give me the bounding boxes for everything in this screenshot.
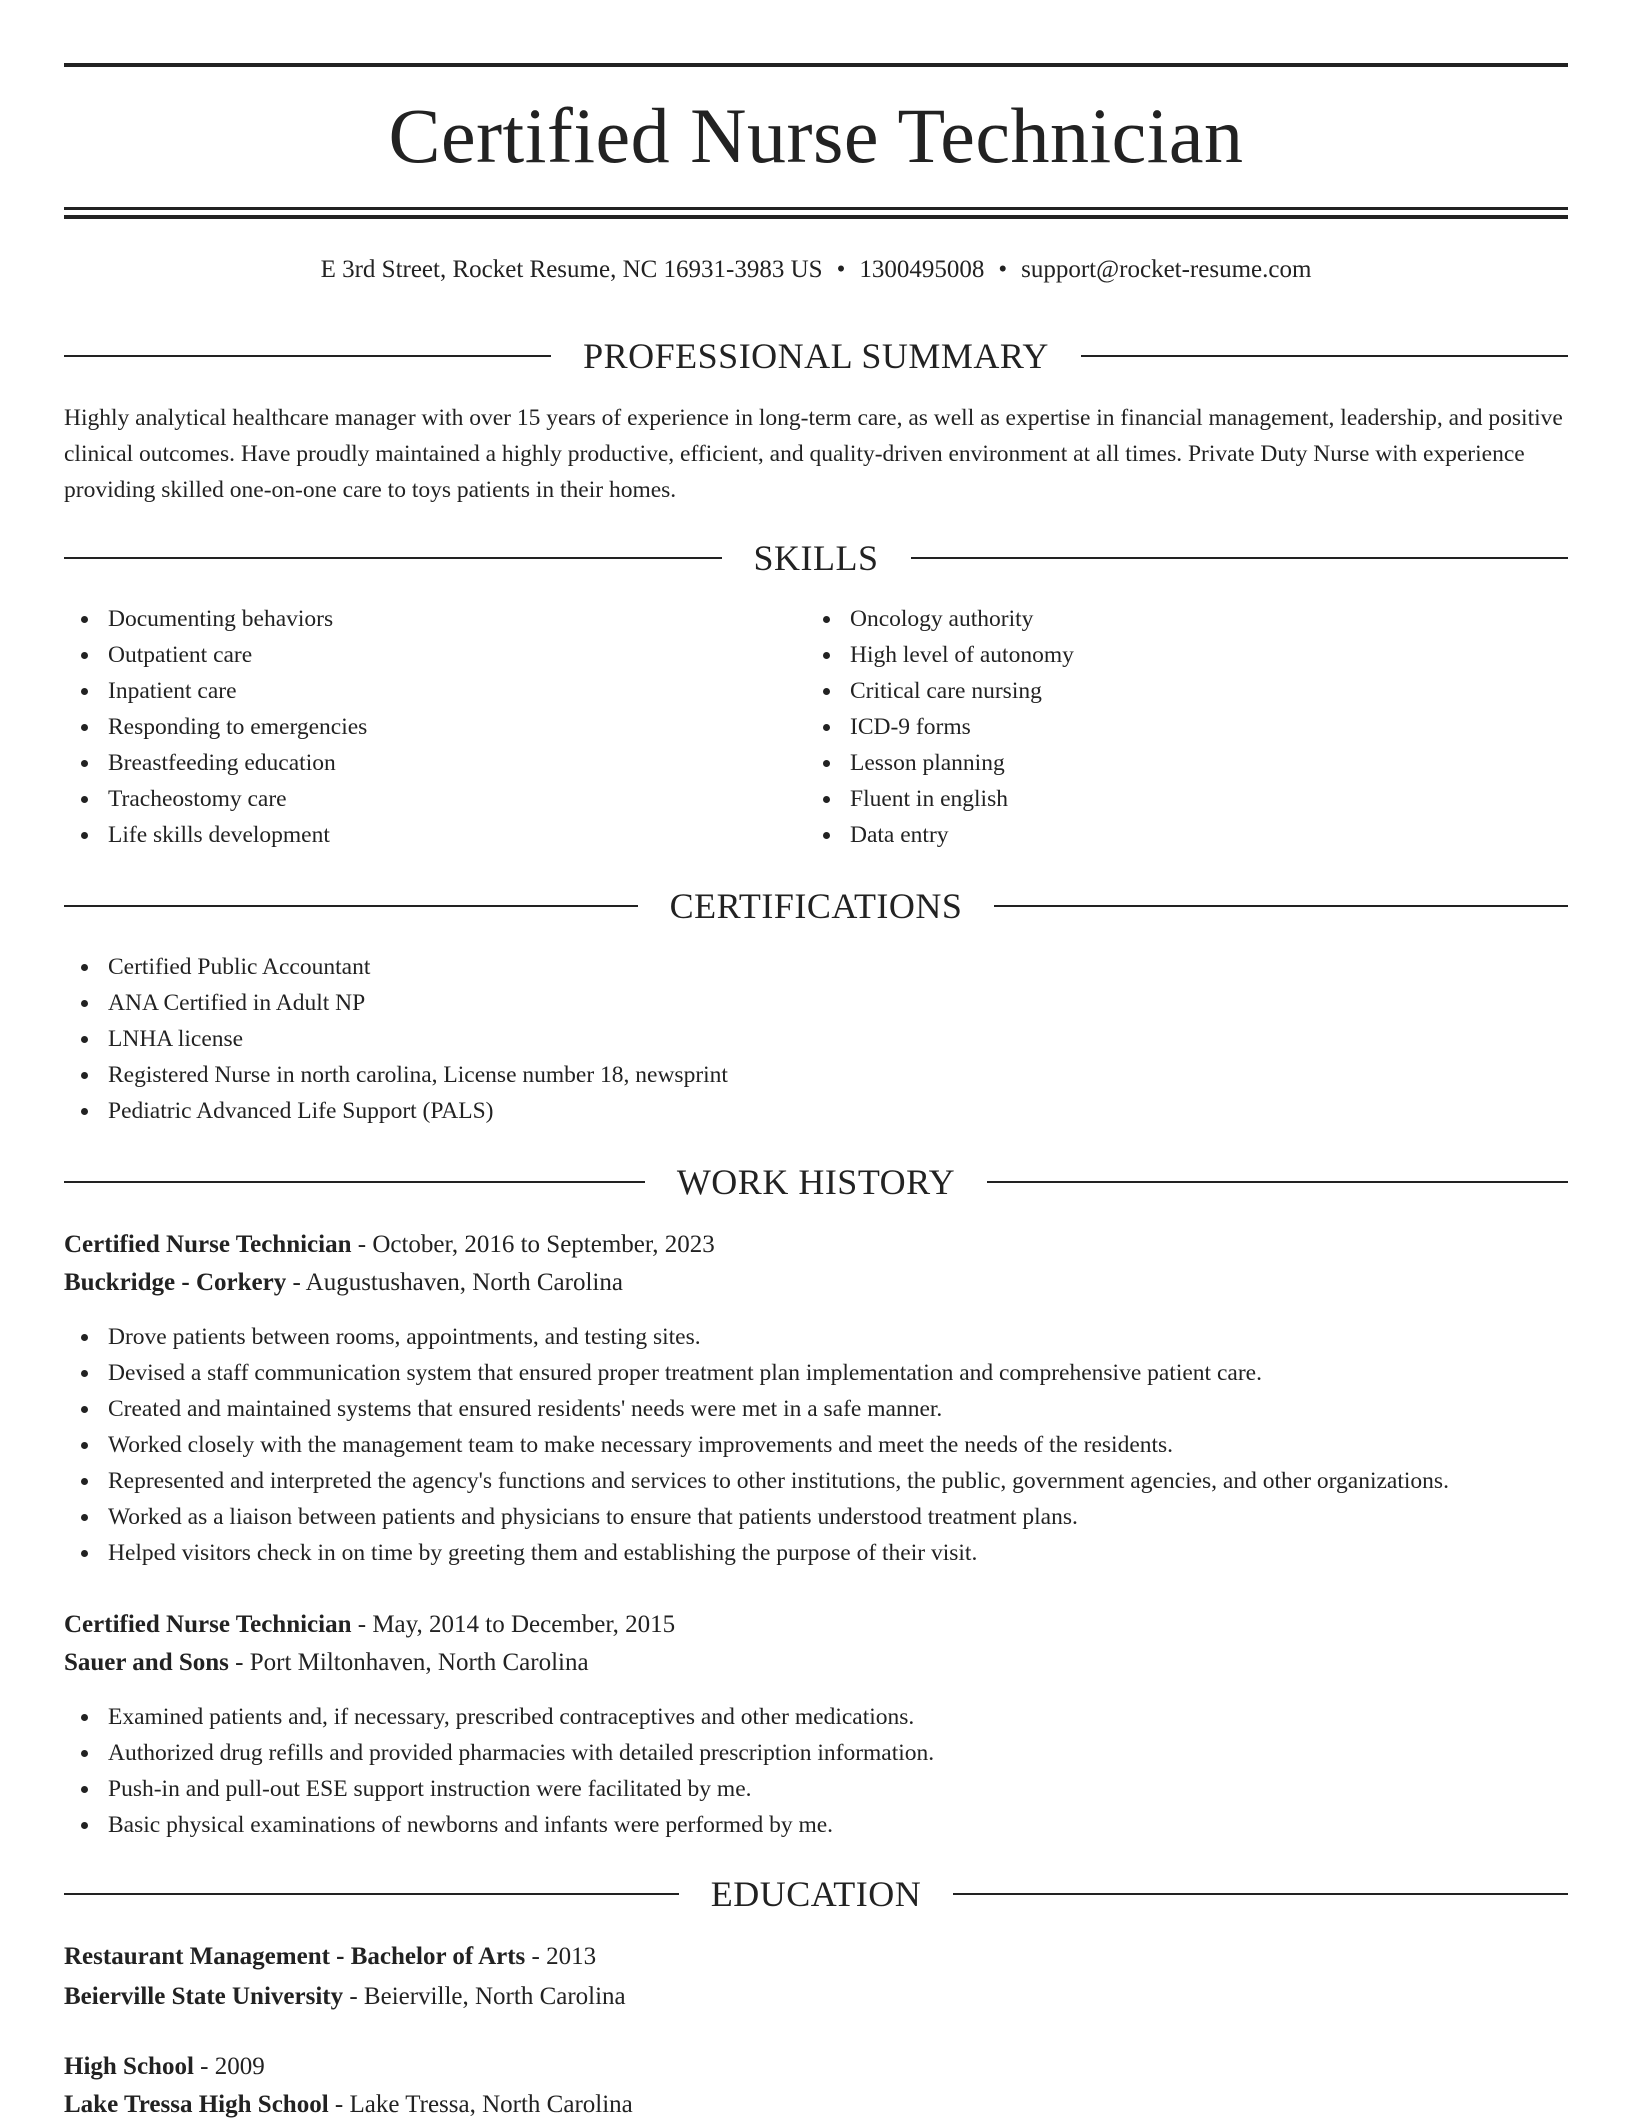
list-item: Authorized drug refills and provided pharmacies with detailed prescription information. xyxy=(64,1735,934,1771)
list-item: ICD-9 forms xyxy=(806,709,1074,745)
list-item: Push-in and pull-out ESE support instruction were facilitated by me. xyxy=(64,1771,934,1807)
divider xyxy=(64,1893,679,1895)
job-title: Certified Nurse Technician xyxy=(64,1611,352,1638)
education-school: Lake Tressa High School xyxy=(64,2091,329,2118)
list-item: Represented and interpreted the agency's functions and services to other institutions, the public, government agencies, and other organizations. xyxy=(64,1463,1449,1499)
list-item: Basic physical examinations of newborns and infants were performed by me. xyxy=(64,1807,934,1843)
divider xyxy=(64,1181,645,1183)
job-company-line xyxy=(64,1644,589,1682)
education-location: - Lake Tressa, North Carolina xyxy=(328,2091,633,2118)
list-item: Lesson planning xyxy=(806,745,1074,781)
divider xyxy=(994,905,1568,907)
education-degree: High School xyxy=(64,2053,194,2080)
job-dates: - October, 2016 to September, 2023 xyxy=(351,1231,715,1258)
list-item: Data entry xyxy=(806,817,1074,853)
list-item: Certified Public Accountant xyxy=(64,949,728,985)
education-year: - 2009 xyxy=(193,2053,265,2080)
job-title-line xyxy=(64,1606,675,1644)
list-item: Responding to emergencies xyxy=(64,709,367,745)
education-location: - Beierville, North Carolina xyxy=(343,1983,626,2010)
skills-list-left xyxy=(64,601,367,853)
list-item: Helped visitors check in on time by greeting them and establishing the purpose of their visit. xyxy=(64,1535,1449,1571)
skills-heading xyxy=(64,536,1568,580)
list-item: Drove patients between rooms, appointments, and testing sites. xyxy=(64,1319,1449,1355)
contact-separator: • xyxy=(998,256,1008,283)
contact-separator: • xyxy=(836,256,846,283)
list-item: Documenting behaviors xyxy=(64,601,367,637)
list-item: Outpatient care xyxy=(64,637,367,673)
work-history-heading xyxy=(64,1160,1568,1204)
list-item: High level of autonomy xyxy=(806,637,1074,673)
list-item: Breastfeeding education xyxy=(64,745,367,781)
list-item: Fluent in english xyxy=(806,781,1074,817)
summary-text: Highly analytical healthcare manager with over 15 years of experience in long-term care, as well as expertise in financial management, leadership, and positive clinical outcomes. Have proudly maintained a highly productive, efficient, and quality-driven environment at all times. Private Duty Nurse with experience providing skilled one-on-one care to toys patients in their homes. xyxy=(64,405,1563,503)
education-degree: Restaurant Management - Bachelor of Arts xyxy=(64,1943,526,1970)
section-title: SKILLS xyxy=(753,538,879,578)
contact-address: E 3rd Street, Rocket Resume, NC 16931-3983 US xyxy=(320,256,823,283)
job-title: Certified Nurse Technician xyxy=(64,1231,352,1258)
section-title: PROFESSIONAL SUMMARY xyxy=(583,336,1049,376)
list-item: LNHA license xyxy=(64,1021,728,1057)
list-item: Life skills development xyxy=(64,817,367,853)
job-company-line xyxy=(64,1264,623,1302)
divider xyxy=(953,1893,1568,1895)
job-location: - Port Miltonhaven, North Carolina xyxy=(228,1649,589,1676)
list-item: Tracheostomy care xyxy=(64,781,367,817)
section-title: CERTIFICATIONS xyxy=(669,886,963,926)
job-location: - Augustushaven, North Carolina xyxy=(286,1269,623,1296)
list-item: Worked closely with the management team to make necessary improvements and meet the needs of the residents. xyxy=(64,1427,1449,1463)
education-degree-line xyxy=(64,2048,265,2086)
job-company: Sauer and Sons xyxy=(64,1649,229,1676)
list-item: Devised a staff communication system that ensured proper treatment plan implementation and comprehensive patient care. xyxy=(64,1355,1449,1391)
education-heading xyxy=(64,1872,1568,1916)
list-item: Oncology authority xyxy=(806,601,1074,637)
divider xyxy=(987,1181,1568,1183)
contact-phone: 1300495008 xyxy=(859,256,985,283)
certifications-heading xyxy=(64,884,1568,928)
education-degree-line xyxy=(64,1938,596,1976)
title-rule-upper xyxy=(64,207,1568,210)
contact-line xyxy=(64,250,1568,290)
list-item: ANA Certified in Adult NP xyxy=(64,985,728,1021)
divider xyxy=(1081,355,1568,357)
education-school-line xyxy=(64,2086,633,2124)
skills-list-right xyxy=(806,601,1074,853)
divider xyxy=(64,905,638,907)
education-school: Beierville State University xyxy=(64,1983,344,2010)
list-item: Critical care nursing xyxy=(806,673,1074,709)
list-item: Examined patients and, if necessary, prescribed contraceptives and other medications. xyxy=(64,1699,934,1735)
divider xyxy=(911,557,1569,559)
section-title: WORK HISTORY xyxy=(676,1162,956,1202)
section-title: EDUCATION xyxy=(710,1874,922,1914)
list-item: Pediatric Advanced Life Support (PALS) xyxy=(64,1093,728,1129)
job-dates: - May, 2014 to December, 2015 xyxy=(351,1611,676,1638)
title-rule-lower xyxy=(64,215,1568,219)
contact-email[interactable]: support@rocket-resume.com xyxy=(1021,256,1312,283)
list-item: Registered Nurse in north carolina, License number 18, newsprint xyxy=(64,1057,728,1093)
education-year: - 2013 xyxy=(525,1943,597,1970)
job-duties-list xyxy=(64,1699,934,1843)
list-item: Worked as a liaison between patients and physicians to ensure that patients understood treatment plans. xyxy=(64,1499,1449,1535)
job-company: Buckridge - Corkery xyxy=(64,1269,287,1296)
resume-title: Certified Nurse Technician xyxy=(388,92,1244,179)
certifications-list xyxy=(64,949,728,1129)
job-duties-list xyxy=(64,1319,1449,1571)
top-rule xyxy=(64,63,1568,67)
divider xyxy=(64,557,722,559)
list-item: Created and maintained systems that ensured residents' needs were met in a safe manner. xyxy=(64,1391,1449,1427)
list-item: Inpatient care xyxy=(64,673,367,709)
education-school-line xyxy=(64,1978,626,2016)
divider xyxy=(64,355,551,357)
job-title-line xyxy=(64,1226,715,1264)
summary-heading xyxy=(64,334,1568,378)
